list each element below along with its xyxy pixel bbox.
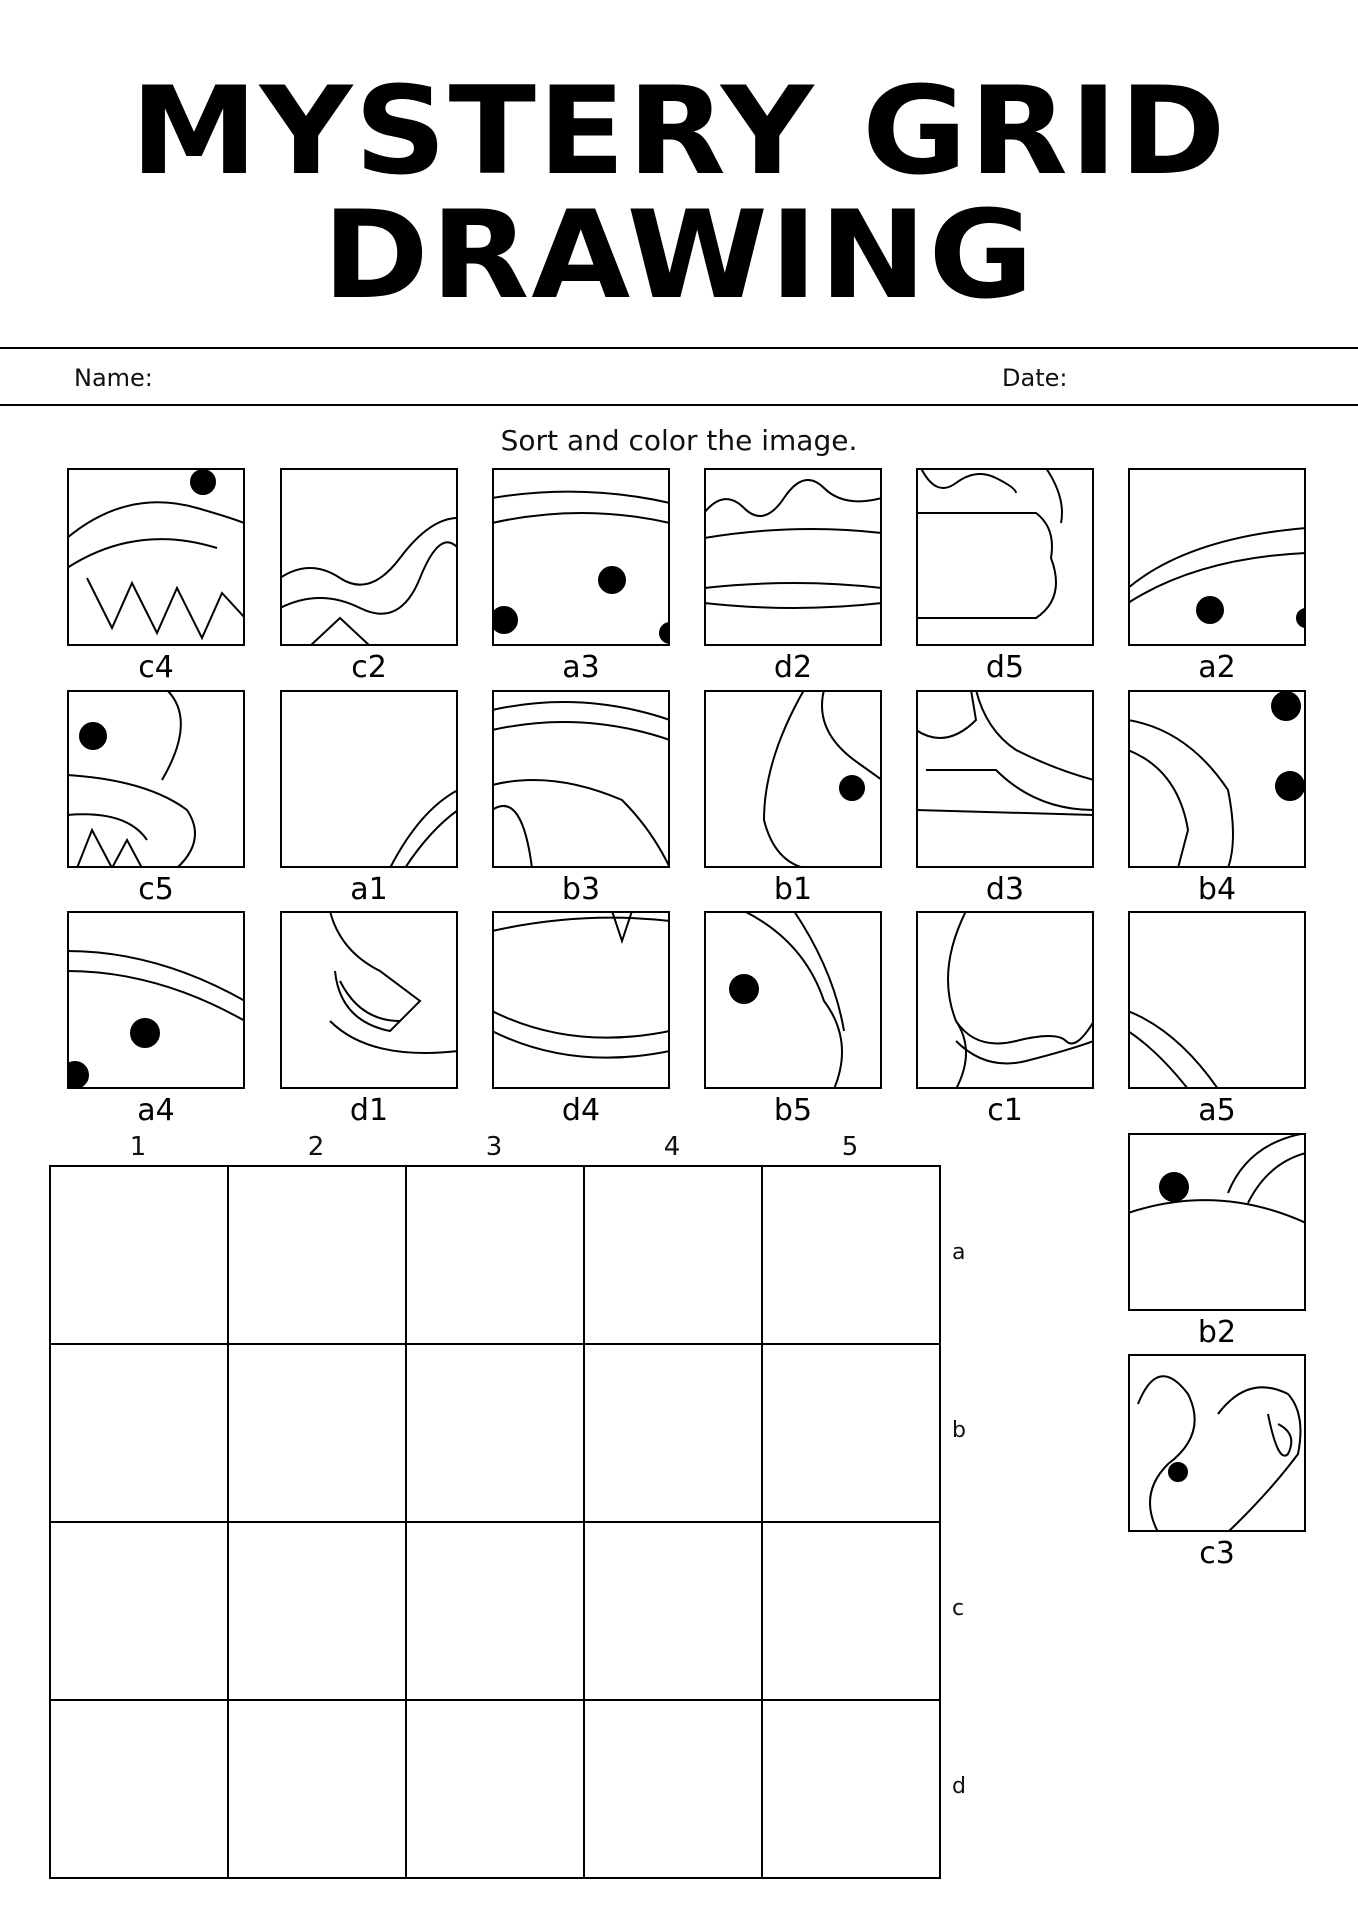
grid-cell-b2[interactable] bbox=[227, 1343, 407, 1523]
row-label: a bbox=[952, 1240, 966, 1265]
puzzle-piece-label: c4 bbox=[138, 650, 174, 685]
date-label: Date: bbox=[1002, 364, 1068, 392]
puzzle-piece-label: a3 bbox=[562, 650, 600, 685]
row-label: c bbox=[952, 1596, 965, 1621]
puzzle-piece-label: d3 bbox=[985, 872, 1025, 907]
puzzle-piece-label: b3 bbox=[561, 872, 601, 907]
puzzle-piece-label: d1 bbox=[349, 1093, 389, 1128]
grid-cell-c4[interactable] bbox=[583, 1521, 763, 1701]
puzzle-piece-d5 bbox=[916, 468, 1094, 646]
puzzle-piece-label: d4 bbox=[561, 1093, 601, 1128]
puzzle-piece-c2 bbox=[280, 468, 458, 646]
page-title-line-2: DRAWING bbox=[322, 184, 1036, 327]
grid-cell-b1[interactable] bbox=[49, 1343, 229, 1523]
puzzle-piece-d3 bbox=[916, 690, 1094, 868]
puzzle-piece-label: b1 bbox=[773, 872, 813, 907]
puzzle-piece-label: a2 bbox=[1198, 650, 1236, 685]
grid-cell-d4[interactable] bbox=[583, 1699, 763, 1879]
puzzle-piece-label: a1 bbox=[350, 872, 388, 907]
bottom-divider bbox=[0, 404, 1358, 406]
instruction-text: Sort and color the image. bbox=[500, 424, 858, 457]
puzzle-piece-label: b5 bbox=[773, 1093, 813, 1128]
grid-cell-c1[interactable] bbox=[49, 1521, 229, 1701]
column-label: 4 bbox=[663, 1132, 681, 1162]
puzzle-piece-a4 bbox=[67, 911, 245, 1089]
puzzle-piece-label: b2 bbox=[1197, 1315, 1237, 1350]
grid-cell-a1[interactable] bbox=[49, 1165, 229, 1345]
puzzle-piece-label: d5 bbox=[985, 650, 1025, 685]
grid-cell-a2[interactable] bbox=[227, 1165, 407, 1345]
puzzle-piece-d1 bbox=[280, 911, 458, 1089]
row-label: b bbox=[952, 1418, 966, 1443]
puzzle-piece-b1 bbox=[704, 690, 882, 868]
puzzle-piece-c4 bbox=[67, 468, 245, 646]
puzzle-piece-label: a5 bbox=[1198, 1093, 1236, 1128]
puzzle-piece-d2 bbox=[704, 468, 882, 646]
name-label: Name: bbox=[74, 364, 153, 392]
answer-grid bbox=[49, 1165, 940, 1877]
grid-cell-c5[interactable] bbox=[761, 1521, 941, 1701]
row-label: d bbox=[952, 1774, 966, 1799]
puzzle-piece-label: a4 bbox=[137, 1093, 175, 1128]
column-label: 1 bbox=[129, 1132, 147, 1162]
puzzle-piece-c3 bbox=[1128, 1354, 1306, 1532]
top-divider bbox=[0, 347, 1358, 349]
grid-cell-b5[interactable] bbox=[761, 1343, 941, 1523]
puzzle-piece-label: c3 bbox=[1199, 1536, 1235, 1571]
puzzle-piece-a1 bbox=[280, 690, 458, 868]
grid-cell-b3[interactable] bbox=[405, 1343, 585, 1523]
column-label: 5 bbox=[841, 1132, 859, 1162]
puzzle-piece-b5 bbox=[704, 911, 882, 1089]
grid-cell-b4[interactable] bbox=[583, 1343, 763, 1523]
column-label: 2 bbox=[307, 1132, 325, 1162]
puzzle-piece-b2 bbox=[1128, 1133, 1306, 1311]
page-title-line-1: MYSTERY GRID bbox=[130, 60, 1228, 203]
grid-cell-a3[interactable] bbox=[405, 1165, 585, 1345]
puzzle-piece-c5 bbox=[67, 690, 245, 868]
grid-cell-d1[interactable] bbox=[49, 1699, 229, 1879]
puzzle-piece-a3 bbox=[492, 468, 670, 646]
grid-cell-d3[interactable] bbox=[405, 1699, 585, 1879]
puzzle-piece-label: d2 bbox=[773, 650, 813, 685]
puzzle-piece-label: c5 bbox=[138, 872, 174, 907]
puzzle-piece-label: b4 bbox=[1197, 872, 1237, 907]
puzzle-piece-label: c2 bbox=[351, 650, 387, 685]
grid-cell-a5[interactable] bbox=[761, 1165, 941, 1345]
column-label: 3 bbox=[485, 1132, 503, 1162]
grid-cell-d2[interactable] bbox=[227, 1699, 407, 1879]
grid-cell-c2[interactable] bbox=[227, 1521, 407, 1701]
puzzle-piece-d4 bbox=[492, 911, 670, 1089]
puzzle-piece-label: c1 bbox=[987, 1093, 1023, 1128]
grid-cell-c3[interactable] bbox=[405, 1521, 585, 1701]
grid-cell-d5[interactable] bbox=[761, 1699, 941, 1879]
grid-cell-a4[interactable] bbox=[583, 1165, 763, 1345]
puzzle-piece-b3 bbox=[492, 690, 670, 868]
puzzle-piece-a5 bbox=[1128, 911, 1306, 1089]
puzzle-piece-b4 bbox=[1128, 690, 1306, 868]
puzzle-piece-a2 bbox=[1128, 468, 1306, 646]
puzzle-piece-c1 bbox=[916, 911, 1094, 1089]
